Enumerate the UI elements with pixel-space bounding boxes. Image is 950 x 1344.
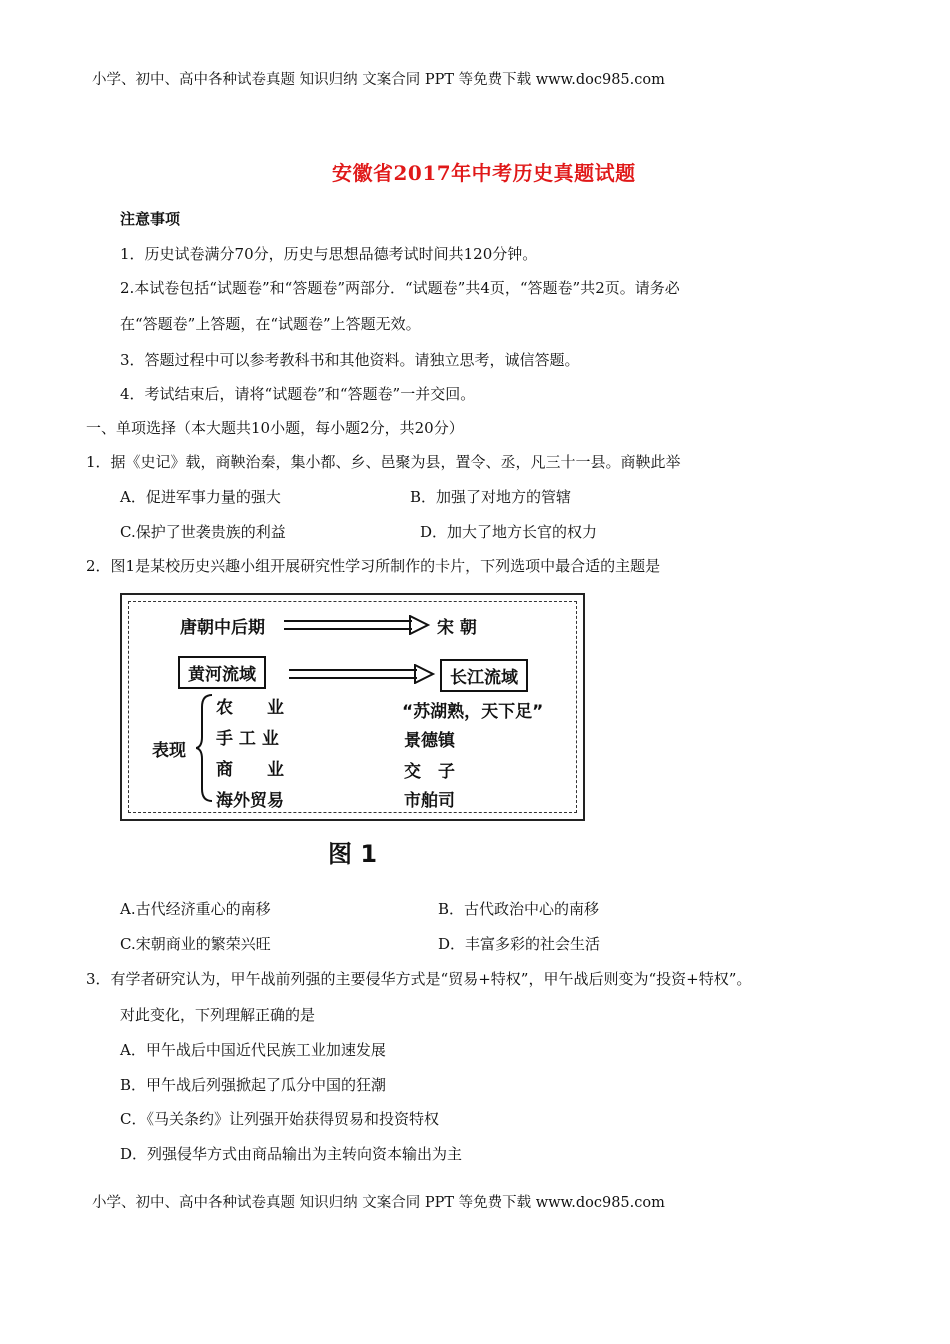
fig-to-period: 宋 朝 [437, 618, 477, 638]
q2-option-d: D．丰富多彩的社会生活 [438, 935, 601, 953]
fig-arrow-period [282, 615, 432, 635]
fig-right-item: “苏湖熟，天下足” [402, 702, 544, 722]
fig-right-item: 景德镇 [404, 731, 455, 751]
q3-option-c: C．《马关条约》让列强开始获得贸易和投资特权 [120, 1110, 439, 1128]
notice-item: 2.本试卷包括“试题卷”和“答题卷”两部分．“试题卷”共4页，“答题卷”共2页。请务必 [120, 279, 680, 297]
q3-option-b: B．甲午战后列强掀起了瓜分中国的狂潮 [120, 1076, 387, 1094]
figure-1-card [120, 593, 585, 821]
notice-item: 1．历史试卷满分70分，历史与思想品德考试时间共120分钟。 [120, 245, 538, 263]
question-1-stem: 1．据《史记》载，商鞅治秦，集小都、乡、邑聚为县，置令、丞，凡三十一县。商鞅此举 [86, 453, 681, 471]
section-heading: 一、单项选择（本大题共10小题，每小题2分，共20分） [86, 419, 464, 437]
fig-to-region: 长江流域 [440, 659, 528, 692]
q2-option-b: B．古代政治中心的南移 [438, 900, 600, 918]
fig-right-item: 交 子 [404, 762, 455, 782]
page-footer: 小学、初中、高中各种试卷真题 知识归纳 文案合同 PPT 等免费下载 www.doc985.com [92, 1195, 665, 1211]
q3-option-a: A．甲午战后中国近代民族工业加速发展 [120, 1041, 386, 1059]
notice-item: 3．答题过程中可以参考教科书和其他资料。请独立思考，诚信答题。 [120, 351, 580, 369]
question-3-stem: 3．有学者研究认为，甲午战前列强的主要侵华方式是“贸易+特权”，甲午战后则变为“投资+特权”。 [86, 970, 752, 988]
q1-option-a: A．促进军事力量的强大 [120, 488, 281, 506]
fig-from-region: 黄河流域 [178, 656, 266, 689]
fig-right-item: 市舶司 [404, 791, 455, 811]
q2-option-a: A.古代经济重心的南移 [120, 900, 271, 918]
q1-option-c: C.保护了世袭贵族的利益 [120, 523, 286, 541]
fig-left-item: 农 业 [216, 698, 284, 718]
fig-brace [196, 693, 216, 803]
notice-item: 4．考试结束后，请将“试题卷”和“答题卷”一并交回。 [120, 385, 476, 403]
notice-item: 在“答题卷”上答题，在“试题卷”上答题无效。 [120, 315, 421, 333]
q3-option-d: D．列强侵华方式由商品输出为主转向资本输出为主 [120, 1145, 463, 1163]
page-title: 安徽省2017年中考历史真题试题 [332, 161, 636, 185]
notice-heading: 注意事项 [120, 210, 181, 228]
fig-left-item: 海外贸易 [216, 791, 284, 811]
fig-group-label: 表现 [152, 741, 186, 761]
fig-from-period: 唐朝中后期 [180, 618, 265, 638]
fig-arrow-region [287, 664, 437, 684]
figure-caption: 图 1 [328, 840, 378, 868]
question-3-stem-cont: 对此变化，下列理解正确的是 [120, 1006, 316, 1024]
q2-option-c: C.宋朝商业的繁荣兴旺 [120, 935, 271, 953]
page-header: 小学、初中、高中各种试卷真题 知识归纳 文案合同 PPT 等免费下载 www.doc985.com [92, 72, 665, 88]
fig-left-item: 商 业 [216, 760, 284, 780]
fig-left-item: 手 工 业 [216, 729, 279, 749]
q1-option-d: D．加大了地方长官的权力 [420, 523, 598, 541]
q1-option-b: B．加强了对地方的管辖 [410, 488, 572, 506]
question-2-stem: 2．图1是某校历史兴趣小组开展研究性学习所制作的卡片，下列选项中最合适的主题是 [86, 557, 661, 575]
